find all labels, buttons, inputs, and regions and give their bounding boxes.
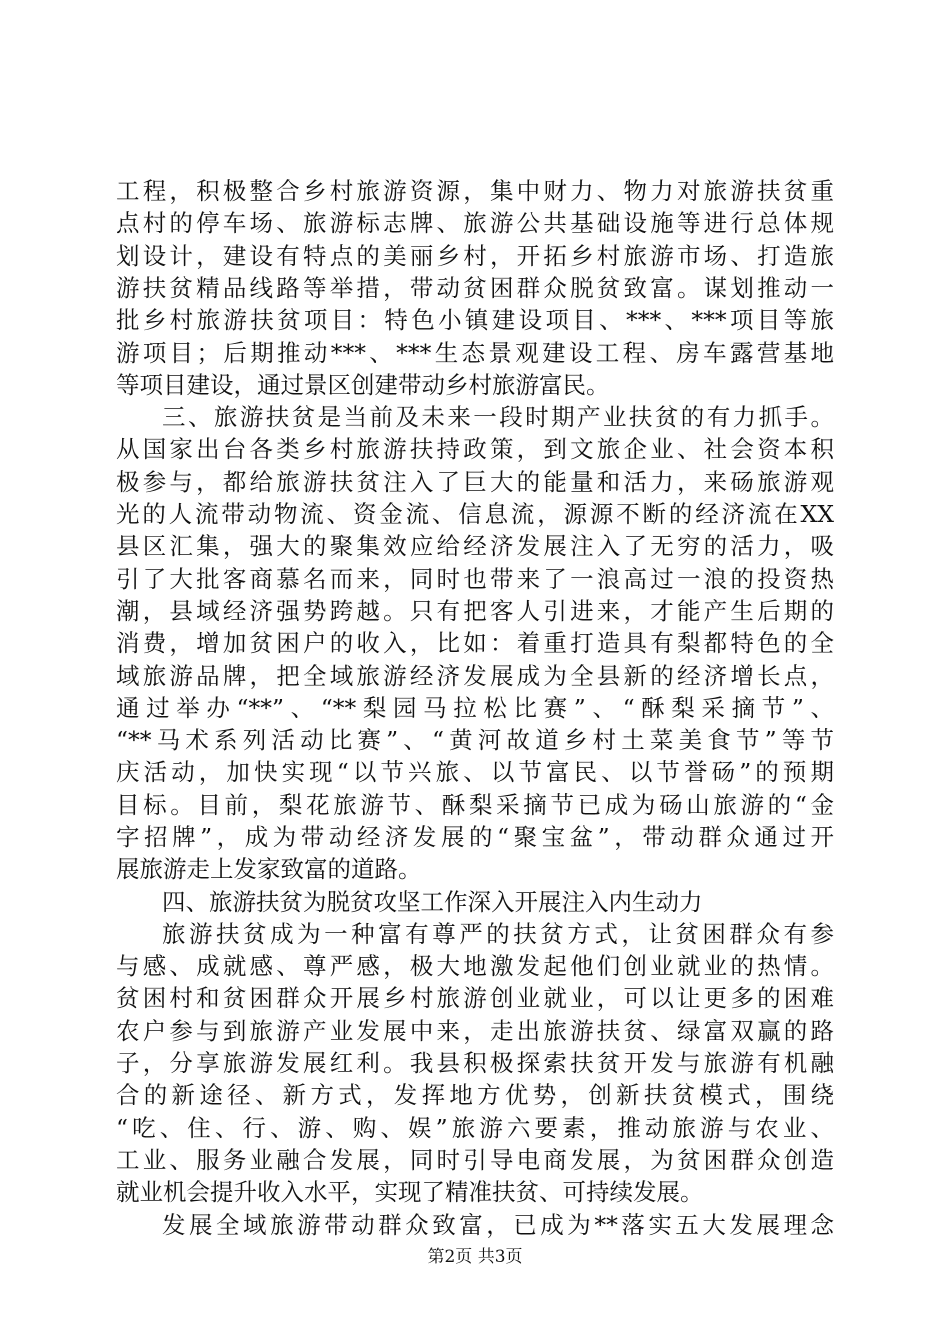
text-line: 光的人流带动物流、资金流、信息流，源源不断的经济流在XX — [116, 500, 834, 528]
text-line: “吃、住、行、游、购、娱”旅游六要素，推动旅游与农业、 — [116, 1114, 834, 1142]
text-line: 点村的停车场、旅游标志牌、旅游公共基础设施等进行总体规 — [116, 209, 834, 237]
text-line: 潮，县域经济强势跨越。只有把客人引进来，才能产生后期的 — [116, 597, 834, 625]
text-line: 引了大批客商慕名而来，同时也带来了一浪高过一浪的投资热 — [116, 565, 834, 593]
text-line: 游项目；后期推动***、***生态景观建设工程、房车露营基地 — [116, 339, 834, 367]
text-line: 四、旅游扶贫为脱贫攻坚工作深入开展注入内生动力 — [162, 888, 703, 916]
text-line: 批乡村旅游扶贫项目：特色小镇建设项目、***、***项目等旅 — [116, 306, 834, 334]
text-line: 字招牌”，成为带动经济发展的“聚宝盆”，带动群众通过开 — [116, 823, 834, 851]
text-line: 划设计，建设有特点的美丽乡村，开拓乡村旅游市场、打造旅 — [116, 242, 834, 270]
text-line: 贫困村和贫困群众开展乡村旅游创业就业，可以让更多的困难 — [116, 984, 834, 1012]
text-line: 域旅游品牌，把全域旅游经济发展成为全县新的经济增长点， — [116, 662, 834, 690]
text-line: 游扶贫精品线路等举措，带动贫困群众脱贫致富。谋划推动一 — [116, 274, 834, 302]
text-line: 目标。目前，梨花旅游节、酥梨采摘节已成为砀山旅游的“金 — [116, 791, 834, 819]
text-line: 从国家出台各类乡村旅游扶持政策，到文旅企业、社会资本积 — [116, 435, 834, 463]
text-line: 农户参与到旅游产业发展中来，走出旅游扶贫、绿富双赢的路 — [116, 1017, 834, 1045]
text-line: 庆活动，加快实现“以节兴旅、以节富民、以节誉砀”的预期 — [116, 758, 834, 786]
text-line: 通过举办“**”、“**梨园马拉松比赛”、“酥梨采摘节”、 — [116, 694, 834, 722]
text-line: 消费，增加贫困户的收入，比如：着重打造具有梨都特色的全 — [116, 629, 834, 657]
text-line: 展旅游走上发家致富的道路。 — [116, 855, 422, 883]
text-line: 工业、服务业融合发展，同时引导电商发展，为贫困群众创造 — [116, 1146, 834, 1174]
text-line: 发展全域旅游带动群众致富，已成为**落实五大发展理念 — [162, 1211, 834, 1239]
text-line: 合的新途径、新方式，发挥地方优势，创新扶贫模式，围绕 — [116, 1081, 834, 1109]
text-line: 旅游扶贫成为一种富有尊严的扶贫方式，让贫困群众有参 — [162, 920, 834, 948]
text-line: 就业机会提升收入水平，实现了精准扶贫、可持续发展。 — [116, 1178, 704, 1206]
text-line: 极参与，都给旅游扶贫注入了巨大的能量和活力，来砀旅游观 — [116, 468, 834, 496]
text-line: 县区汇集，强大的聚集效应给经济发展注入了无穷的活力，吸 — [116, 532, 834, 560]
text-line: 子，分享旅游发展红利。我县积极探索扶贫开发与旅游有机融 — [116, 1049, 834, 1077]
text-line: 与感、成就感、尊严感，极大地激发起他们创业就业的热情。 — [116, 952, 834, 980]
text-line: 等项目建设，通过景区创建带动乡村旅游富民。 — [116, 371, 610, 399]
page-footer: 第2页 共3页 — [427, 1247, 523, 1267]
text-line: 三、旅游扶贫是当前及未来一段时期产业扶贫的有力抓手。 — [162, 403, 834, 431]
text-line: 工程，积极整合乡村旅游资源，集中财力、物力对旅游扶贫重 — [116, 177, 834, 205]
text-line: “**马术系列活动比赛”、“黄河故道乡村土菜美食节”等节 — [116, 726, 834, 754]
